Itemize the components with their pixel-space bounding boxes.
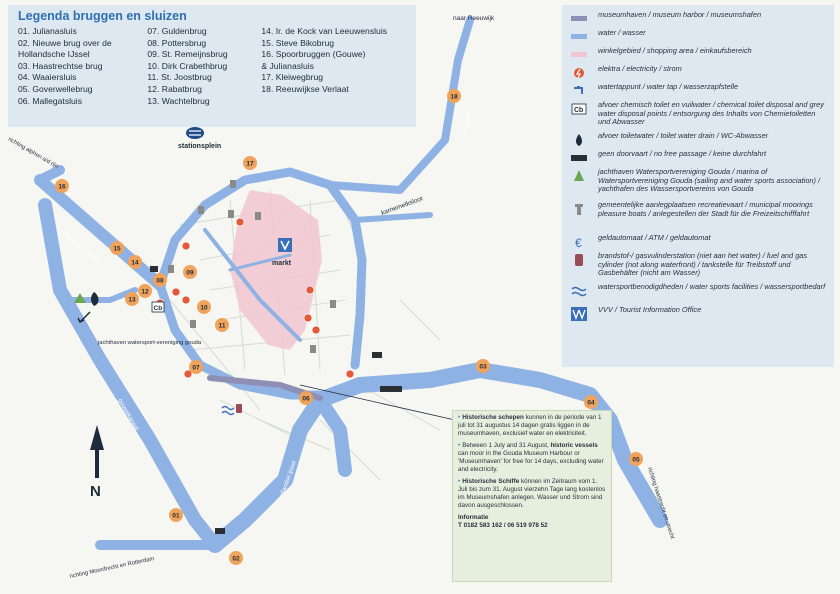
- facility-legend-text: watertappunt / water tap / wasserzapfstelle: [598, 82, 739, 91]
- facility-legend-row: [570, 65, 828, 80]
- station-icon: [186, 127, 204, 139]
- facility-legend-text: watersportbenodigdheden / water sports facilities / wassersportbedarf: [598, 282, 826, 291]
- bridge-marker-number: 11: [218, 322, 226, 330]
- bridge-marker-13: [125, 292, 139, 306]
- bridge-legend-entry: 04. Waaiersluis: [18, 72, 77, 83]
- info-german: • Historische Schiffe können im Zeitraum vom 1. Juli bis zum 31. August vierzehn Tage lang kostenlos im Museumshafen anlegen. Wasser und Strom sind davon ausgeschlossen.: [458, 478, 606, 509]
- bridge-marker-number: 15: [113, 245, 121, 253]
- facility-legend-row: [570, 168, 828, 198]
- label-alphen: richting alphen a/d rijn: [7, 136, 60, 171]
- bridge-legend-entry: Hollandsche IJssel: [18, 49, 90, 60]
- svg-text:N: N: [90, 483, 101, 500]
- bridge-marker-number: 03: [479, 363, 487, 371]
- bridge-marker-number: 07: [192, 364, 200, 372]
- bridge-marker-number: 17: [246, 160, 254, 168]
- bridge-marker-number: 04: [587, 399, 595, 407]
- chemical-toilet-icon: [570, 101, 588, 116]
- bridge-marker-15: [110, 241, 124, 255]
- bridge-marker-number: 10: [200, 304, 208, 312]
- bridge-marker-number: 13: [128, 296, 136, 304]
- bridge-legend-column-1: [18, 26, 141, 107]
- facility-legend-panel: [562, 5, 834, 367]
- facility-legend-text: afvoer chemisch toilet en vuilwater / chemical toilet disposal and grey water disposal points / entsorgung des Inhalts von Chemietoiletten und Abwasser: [598, 100, 824, 127]
- bridge-marker-number: 09: [186, 269, 194, 277]
- svg-text:Cb: Cb: [153, 305, 163, 312]
- label-markt: markt: [272, 260, 292, 267]
- bridge-legend-title: Legenda bruggen en sluizen: [18, 9, 187, 23]
- chemical-toilet-marker: [152, 302, 164, 312]
- north-arrow: [90, 425, 104, 500]
- bridge-marker-07: [189, 360, 203, 374]
- bridge-marker-04: [584, 395, 598, 409]
- water-swatch: [570, 29, 588, 44]
- label-marina-note: jachthaven watersport-vereniging gouda: [98, 340, 202, 346]
- facility-legend-row: [570, 252, 828, 280]
- bridge-legend-entry: 05. Goverwellebrug: [18, 83, 93, 94]
- bridge-legend-entry: 18. Reeuwijkse Verlaat: [261, 83, 349, 94]
- facility-legend-text: gemeentelijke aanlegplaatsen recreatievaart / municipal moorings pleasure boats / anlegestellen der Stadt für die Freizeitschifffahrt: [598, 200, 813, 218]
- label-breevaart: breevaart: [461, 112, 473, 141]
- label-reeuwijk: naar Reeuwijk: [453, 15, 495, 22]
- moorings-icon: [570, 201, 588, 216]
- bridge-marker-14: [128, 255, 142, 269]
- fuel-icon: [570, 252, 588, 267]
- bridge-marker-08: [153, 273, 167, 287]
- water-sports-icon: [570, 283, 588, 298]
- bridge-marker-number: 05: [632, 456, 640, 464]
- bridge-marker-09: [183, 265, 197, 279]
- facility-legend-text: afvoer toiletwater / toilet water drain / WC-Abwasser: [598, 131, 769, 140]
- bridge-legend-entry: 15. Steve Bikobrug: [261, 37, 335, 48]
- no-passage-icon: [570, 150, 588, 165]
- bridge-marker-number: 14: [131, 259, 139, 267]
- bridge-legend-entry: 06. Mallegatsluis: [18, 95, 83, 106]
- bridge-marker-number: 16: [58, 183, 66, 191]
- facility-legend-row: [570, 306, 828, 321]
- info-phone: T 0182 583 162 / 06 519 978 52: [458, 522, 548, 529]
- facility-legend-text: museumhaven / museum harbor / museumshafen: [598, 10, 762, 19]
- bridge-marker-03: [476, 359, 490, 373]
- info-dutch: • Historische schepen kunnen in de periode van 1 juli tot 31 augustus 14 dagen gratis liggen in de museumhaven, exclusief water en elektriciteit.: [458, 414, 602, 437]
- label-moordrecht: richting Moordrecht en Rotterdam: [69, 556, 155, 580]
- bridge-legend-entry: 03. Haastrechtse brug: [18, 60, 103, 71]
- bridge-marker-number: 18: [450, 93, 458, 101]
- facility-legend-text: jachthaven Watersportvereniging Gouda / marina of Watersportvereniging Gouda (sailing and water sports association) / yachthafen des Wassersportvereins von Gouda: [598, 167, 821, 194]
- vvv-icon: [570, 306, 588, 321]
- bridge-legend-entry: 09. St. Remeijnsbrug: [147, 49, 228, 60]
- marina-icon: [570, 168, 588, 183]
- facility-legend-text: elektra / electricity / strom: [598, 64, 682, 73]
- bridge-legend-entry: 01. Julianasluis: [18, 26, 77, 36]
- facility-legend-text: geen doorvaart / no free passage / keine durchfahrt: [598, 149, 767, 158]
- facility-legend-text: water / wasser: [598, 28, 646, 37]
- bridge-marker-18: [447, 89, 461, 103]
- facility-legend-text: brandstof-/ gasvulinderstation (niet aan het water) / fuel and gas cylinder (not along waterfront) / tankstelle für Treibstoff und Gasbehälter (nicht am Wasser): [598, 251, 808, 278]
- label-gouwekanaal: gouwekanaal: [116, 398, 140, 432]
- bridge-marker-number: 06: [302, 395, 310, 403]
- facility-legend-row: [570, 47, 828, 62]
- markt-square: [278, 238, 292, 252]
- bridge-legend-column-3: [261, 26, 406, 107]
- toilet-drain-icon: [570, 132, 588, 147]
- facility-legend-text: geldautomaat / ATM / geldautomat: [598, 233, 711, 242]
- bridge-marker-10: [197, 300, 211, 314]
- facility-legend-row: [570, 132, 828, 147]
- bridge-legend-panel: [8, 5, 416, 127]
- label-station: stationsplein: [178, 143, 222, 150]
- facility-legend-row: [570, 150, 828, 165]
- shopping-swatch: [570, 47, 588, 62]
- fuel-icon: [236, 404, 242, 413]
- facility-legend-text: winkelgebied / shopping area / einkaufsbereich: [598, 46, 752, 55]
- svg-text:Cb: Cb: [574, 107, 584, 114]
- bridge-marker-17: [243, 156, 257, 170]
- museum-harbor-swatch: [570, 11, 588, 26]
- bridge-legend-entry: 11. St. Joostbrug: [147, 72, 212, 83]
- bridge-marker-11: [215, 318, 229, 332]
- facility-legend-row: [570, 283, 828, 303]
- bridge-marker-16: [55, 179, 69, 193]
- bridge-legend-column-2: [147, 26, 255, 107]
- water-sports-icon: [222, 407, 234, 415]
- bridge-legend-entry: 12. Rabatbrug: [147, 83, 202, 94]
- label-karnemelksloot: karnemelksloot: [380, 195, 424, 217]
- label-gouwe: Nieuwe Gouwe: [62, 232, 99, 263]
- bridge-legend-entry: 08. Pottersbrug: [147, 37, 207, 48]
- facility-legend-row: [570, 83, 828, 98]
- shopping-area: [230, 190, 322, 350]
- bridge-legend-entry: 02. Nieuwe brug over de: [18, 37, 112, 48]
- bridge-legend-entry: 13. Wachtelbrug: [147, 95, 210, 106]
- bridge-marker-number: 01: [172, 512, 180, 520]
- facility-legend-row: [570, 201, 828, 231]
- bridge-legend-entry: 07. Guldenbrug: [147, 26, 207, 36]
- facility-legend-row: [570, 11, 828, 26]
- bridge-marker-12: [138, 284, 152, 298]
- water-tap-icon: [570, 83, 588, 98]
- bridge-legend-entry: 16. Spoorbruggen (Gouwe): [261, 49, 366, 60]
- bridge-marker-01: [169, 508, 183, 522]
- label-hollandse-ijssel: hollandse ijssel: [278, 460, 298, 501]
- svg-text:€: €: [575, 236, 582, 249]
- label-oudewater: richting haastrecht en utrecht: [646, 466, 675, 540]
- bridge-legend-entry: 10. Dirk Crabethbrug: [147, 60, 228, 71]
- info-title: Informatie: [458, 514, 489, 521]
- bridge-marker-number: 02: [232, 555, 240, 563]
- bridge-legend-entry: 17. Kleiwegbrug: [261, 72, 324, 83]
- facility-legend-text: VVV / Tourist Information Office: [598, 305, 702, 314]
- bridge-marker-number: 08: [156, 277, 164, 285]
- museum-harbor-info-box: [452, 410, 612, 582]
- electricity-icon: [570, 65, 588, 80]
- facility-legend-row: [570, 29, 828, 44]
- info-english: • Between 1 July and 31 August, historic vessels can moor in the Gouda Museum Harbour or 'Museumhaven' for free for 14 days, excluding water and electricity.: [458, 442, 604, 473]
- bridge-legend-entry: & Julianasluis: [261, 60, 314, 71]
- bridge-marker-02: [229, 551, 243, 565]
- bridge-marker-05: [629, 452, 643, 466]
- facility-legend-row: [570, 234, 828, 249]
- bridge-marker-06: [299, 391, 313, 405]
- atm-icon: [570, 234, 588, 249]
- bridge-legend-entry: 14. Ir. de Kock van Leeuwensluis: [261, 26, 388, 36]
- bridge-marker-number: 12: [141, 288, 149, 296]
- facility-legend-row: [570, 101, 828, 129]
